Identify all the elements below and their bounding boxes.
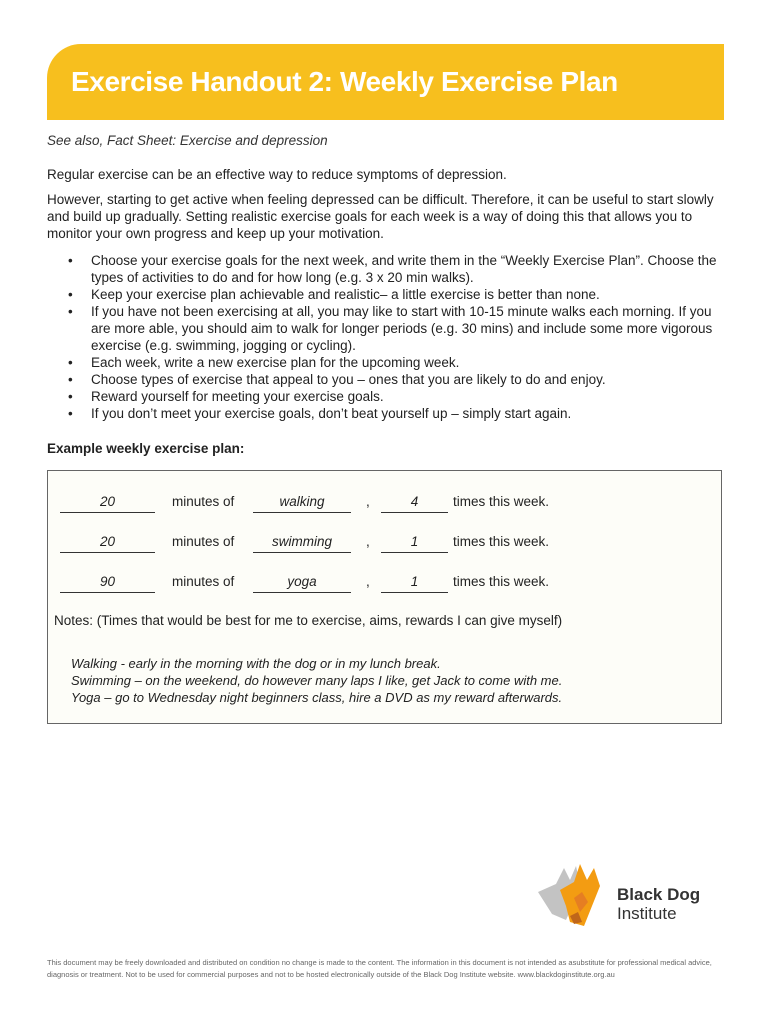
list-item: • If you don’t meet your exercise goals, don’t beat yourself up – simply start again.: [68, 406, 572, 421]
notes-label: Notes: (Times that would be best for me to exercise, aims, rewards I can give myself): [54, 613, 563, 628]
minutes-field: 90: [60, 574, 155, 593]
example-plan-heading: Example weekly exercise plan:: [47, 441, 245, 456]
times-label: times this week.: [453, 574, 550, 589]
bullet-icon: •: [68, 287, 73, 302]
bullet-icon: •: [68, 253, 73, 268]
note-line: Swimming – on the weekend, do however many laps I like, get Jack to come with me.: [71, 673, 563, 688]
list-item: • Keep your exercise plan achievable and realistic– a little exercise is better than none.: [68, 287, 600, 302]
note-line: Walking - early in the morning with the dog or in my lunch break.: [71, 656, 441, 671]
intro-paragraph-2: However, starting to get active when feeling depressed can be difficult. Therefore, it can be useful to start slowly and build up gradually. Setting realistic exercise goals for each week is a way of doing this that allows you to monitor your own progress and keep up your motivation.: [47, 192, 714, 241]
minutes-field: 20: [60, 494, 155, 513]
times-label: times this week.: [453, 534, 550, 549]
notes-content: [71, 655, 562, 706]
minutes-label: minutes of: [172, 494, 235, 509]
plan-row: [48, 534, 721, 556]
list-item: • Reward yourself for meeting your exercise goals.: [68, 389, 384, 404]
footer-disclaimer: This document may be freely downloaded and distributed on condition no change is made to the content. The information in this document is not intended as asubstitute for professional medical advice, diagnosis or treatment. Not to be used for commercial purposes and not to be hosted electronically outside of the Black Dog Institute website. www.blackdoginstitute.org.au: [47, 958, 712, 979]
list-item: • Choose your exercise goals for the next week, and write them in the “Weekly Exercise Plan”. Choose the types of activities to do and for how long (e.g. 3 x 20 min walks).: [68, 253, 717, 285]
comma-separator: ,: [366, 574, 370, 589]
comma-separator: ,: [366, 534, 370, 549]
times-field: 1: [381, 534, 448, 553]
activity-field: swimming: [253, 534, 351, 553]
logo-line-1: Black Dog: [617, 885, 701, 904]
plan-row: [48, 574, 721, 596]
times-field: 1: [381, 574, 448, 593]
minutes-label: minutes of: [172, 574, 235, 589]
times-field: 4: [381, 494, 448, 513]
minutes-label: minutes of: [172, 534, 235, 549]
see-also-reference: See also, Fact Sheet: Exercise and depression: [47, 133, 328, 148]
logo-line-2: Institute: [617, 904, 677, 923]
note-line: Yoga – go to Wednesday night beginners class, hire a DVD as my reward afterwards.: [71, 690, 563, 705]
list-item: • Each week, write a new exercise plan for the upcoming week.: [68, 355, 460, 370]
minutes-field: 20: [60, 534, 155, 553]
plan-row: [48, 494, 721, 516]
bullet-icon: •: [68, 406, 73, 421]
times-label: times this week.: [453, 494, 550, 509]
bullet-icon: •: [68, 304, 73, 319]
title-banner: [47, 44, 724, 120]
bullet-icon: •: [68, 389, 73, 404]
tips-list: [47, 252, 727, 422]
activity-field: walking: [253, 494, 351, 513]
comma-separator: ,: [366, 494, 370, 509]
intro-paragraph-1: Regular exercise can be an effective way to reduce symptoms of depression.: [47, 167, 507, 182]
page-title: Exercise Handout 2: Weekly Exercise Plan: [71, 66, 618, 97]
bullet-icon: •: [68, 355, 73, 370]
logo-wordmark: [617, 885, 700, 923]
bullet-icon: •: [68, 372, 73, 387]
list-item: • If you have not been exercising at all, you may like to start with 10-15 minute walks each morning. If you are more able, you should aim to walk for longer periods (e.g. 30 mins) and include some more vigorous exercise (e.g. swimming, jogging or cycling).: [68, 304, 713, 353]
black-dog-logo-icon: [530, 862, 610, 932]
list-item: • Choose types of exercise that appeal to you – ones that you are likely to do and enjoy.: [68, 372, 606, 387]
activity-field: yoga: [253, 574, 351, 593]
exercise-plan-box: [47, 470, 722, 724]
